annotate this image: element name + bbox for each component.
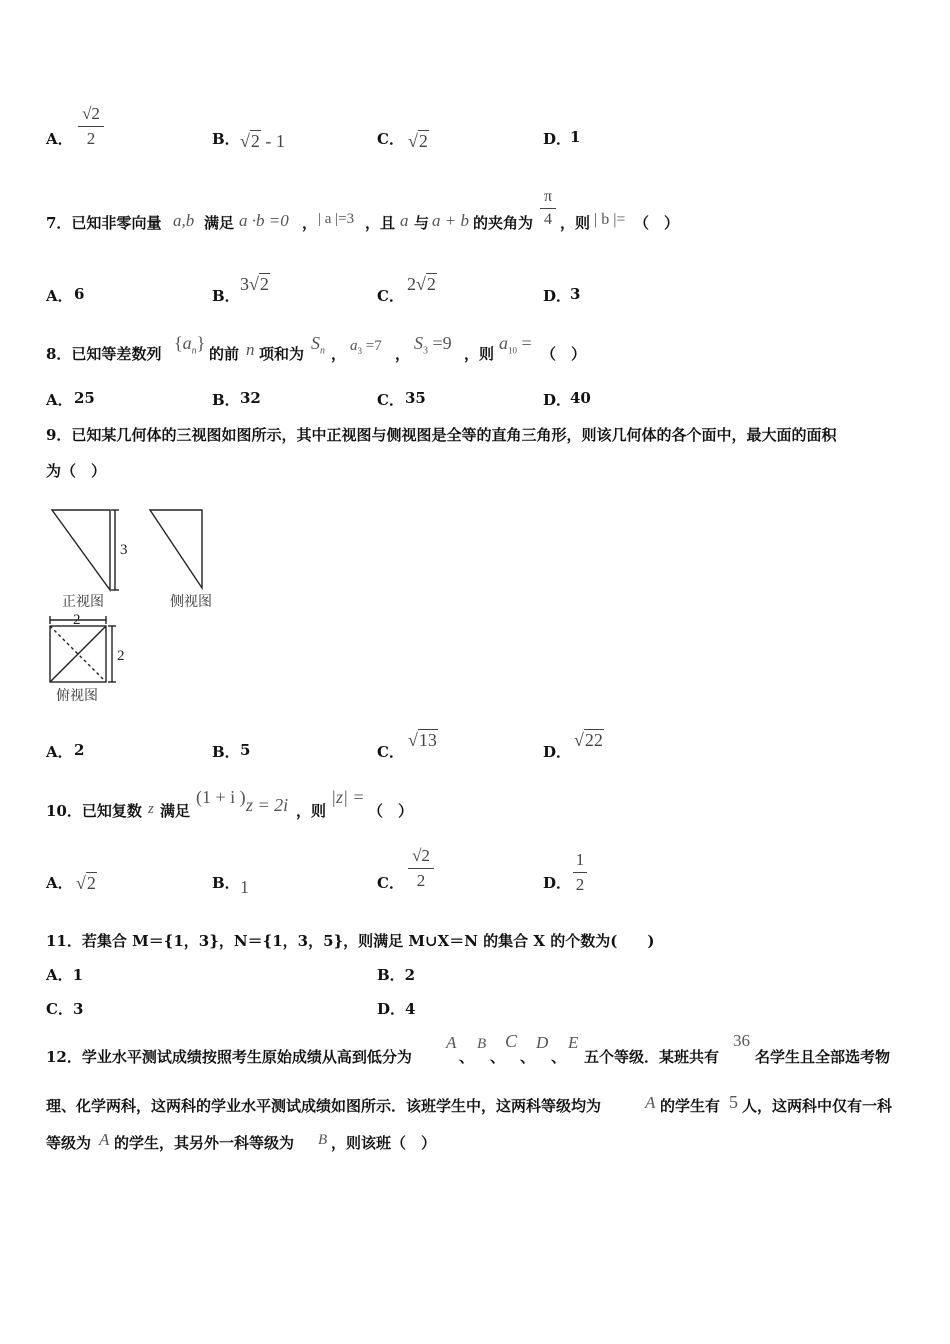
q9-option-b-value: 5: [240, 741, 251, 759]
q11-option-c: C．3: [46, 1000, 84, 1018]
q10-option-c-fraction: [408, 846, 434, 891]
q8-a10-sub: 10: [508, 345, 517, 356]
q12-line-2a: 理、化学两科，这两科的学业水平测试成绩如图所示．该班学生中，这两科等级均为: [46, 1097, 602, 1115]
q8-a10-var: a: [499, 333, 508, 353]
q6-option-d-value: 1: [570, 128, 581, 146]
q8-text-3: ，则: [464, 345, 495, 363]
q12-dun-1: 、: [459, 1048, 475, 1066]
q8-sum-var: S: [311, 333, 320, 353]
q7-text-2: ，且: [365, 214, 396, 232]
q6-option-b-label: B．: [212, 130, 240, 148]
q12-grade-a: A: [446, 1033, 457, 1052]
q7-text-4: 的夹角为: [473, 214, 534, 232]
q8-n: n: [246, 340, 255, 359]
q10-option-d-label: D．: [543, 874, 572, 892]
q6-option-d-label: D．: [543, 130, 572, 148]
q7-option-b-value: 3√2: [240, 274, 269, 294]
q9-option-d-radicand: 22: [584, 730, 603, 750]
q10-option-b-value: 1: [240, 877, 249, 897]
q8-sum: [311, 333, 325, 357]
q10-option-c-numerator: √2: [412, 846, 430, 865]
q9-line-1: 9．已知某几何体的三视图如图所示，其中正视图与侧视图是全等的直角三角形，则该几何体的各个面中，最大面的面积: [46, 426, 837, 444]
q12-line-3a: 等级为: [46, 1134, 92, 1152]
q8-sep: ，: [331, 345, 347, 363]
q7-vector-a: a: [400, 211, 409, 230]
q8-option-d-value: 40: [570, 389, 591, 407]
fraction-bar: [573, 872, 587, 873]
q9-option-a-label: A．: [46, 743, 73, 761]
q9-option-c-value: √13: [408, 730, 437, 750]
q10-factor: (1 + i ): [196, 787, 246, 807]
q10-lead: 10．已知复数: [46, 802, 142, 820]
q6-option-a-numerator: √2: [82, 104, 100, 123]
q8-lead: 8．已知等差数列: [46, 345, 162, 363]
q6-option-c-radicand: 2: [418, 131, 428, 151]
q10-option-b-label: B．: [212, 874, 240, 892]
q7-abs-b: | b |=: [594, 211, 626, 228]
q7-option-d-label: D．: [543, 287, 572, 305]
q7-option-d-value: 3: [570, 285, 581, 303]
q7-option-b-coef: 3: [240, 274, 249, 294]
q8-seq-var: a: [182, 333, 192, 353]
side-view: [150, 510, 202, 588]
q8-equals: =: [517, 333, 532, 353]
three-view-figure: [40, 500, 240, 710]
q9-option-c-radicand: 13: [418, 730, 437, 750]
q12-grade-a-ref-2: A: [99, 1130, 110, 1149]
q8-option-a-label: A．: [46, 391, 73, 409]
top-view-depth-label: 2: [117, 648, 125, 664]
q8-s3-value: =9: [428, 333, 452, 353]
q7-condition-norm: | a |=3: [318, 211, 355, 227]
q10-text-2: ，则: [296, 802, 327, 820]
q9-option-b-label: B．: [212, 743, 240, 761]
q8-sep-2: ，: [395, 345, 411, 363]
q9-line-2: 为（ ）: [46, 462, 107, 480]
q10-option-d-numerator: 1: [575, 850, 585, 869]
q8-a3-sub: 3: [357, 346, 362, 356]
q10-option-d-denominator: 2: [575, 875, 585, 894]
q7-text-5: ，则: [560, 214, 591, 232]
q12-dun-4: 、: [551, 1048, 567, 1066]
q12-student-count: 36: [733, 1031, 750, 1050]
front-view-caption: 正视图: [62, 594, 104, 610]
q11-stem: 11．若集合 M＝{1，3}，N＝{1，3，5}，则满足 M∪X＝N 的集合 X 的个数为( ): [46, 932, 655, 950]
q10-rhs: z = 2i: [246, 795, 289, 815]
fraction-bar: [408, 868, 434, 869]
q7-lead: 7．已知非零向量: [46, 214, 162, 232]
q8-option-c-value: 35: [405, 389, 426, 407]
q9-option-d-label: D．: [543, 743, 572, 761]
q10-option-d-fraction: [573, 850, 587, 895]
q8-s3: [414, 333, 452, 357]
q6-option-a-label: A．: [46, 130, 73, 148]
q7-option-b-label: B．: [212, 287, 240, 305]
q8-seq-sub: n: [191, 345, 197, 357]
q10-option-a-value: √2: [76, 873, 96, 893]
q12-line-2c: 人，这两科中仅有一科: [742, 1097, 893, 1115]
q10-answer-paren: （ ）: [368, 802, 414, 820]
q7-option-a-label: A．: [46, 287, 73, 305]
q12-grade-c: C: [505, 1031, 518, 1051]
front-view-height-label: 3: [120, 542, 128, 558]
side-view-triangle: [150, 510, 202, 588]
q6-option-b-tail: - 1: [260, 131, 285, 151]
q7-condition-dot: a ·b =0: [239, 211, 289, 230]
q7-option-c-value: 2√2: [407, 274, 436, 294]
q12-line-3c: ，则该班（ ）: [331, 1134, 437, 1152]
three-view-drawing: [40, 500, 240, 710]
q8-s3-sub: 3: [423, 345, 428, 357]
q9-option-c-label: C．: [377, 743, 404, 761]
q10-option-a-label: A．: [46, 874, 73, 892]
q7-vectors: a,b: [173, 211, 195, 230]
q7-answer-paren: （ ）: [634, 214, 680, 232]
q8-a3-value: =7: [362, 338, 382, 354]
q10-option-a-radicand: 2: [86, 873, 96, 893]
fraction-bar: [78, 126, 104, 127]
q12-line-3b: 的学生，其另外一科等级为: [114, 1134, 295, 1152]
q7-option-c-coef: 2: [407, 274, 416, 294]
q12-text-2: 名学生且全部选考物: [755, 1048, 891, 1066]
q12-grade-b: B: [477, 1036, 487, 1052]
q6-option-a-denominator: 2: [86, 129, 96, 148]
q6-option-a-fraction: [78, 104, 104, 149]
q12-dun-2: 、: [490, 1048, 506, 1066]
q8-sequence: $\{a_n\}$: [174, 333, 206, 357]
q8-answer-paren: （ ）: [541, 345, 587, 363]
front-view-triangle: [52, 510, 110, 590]
q8-option-a-value: 25: [74, 389, 95, 407]
q9-option-a-value: 2: [74, 741, 85, 759]
q6-option-c-label: C．: [377, 130, 404, 148]
side-view-caption: 侧视图: [170, 594, 212, 610]
q7-angle-fraction: [540, 188, 556, 229]
q8-text-1: 的前: [209, 345, 240, 363]
q6-option-b-value: √2 - 1: [240, 131, 285, 151]
q8-option-d-label: D．: [543, 391, 572, 409]
top-view-caption: 俯视图: [56, 688, 98, 704]
q8-option-c-label: C．: [377, 391, 404, 409]
q8-a3-var: a: [350, 338, 358, 354]
q11-option-b: B．2: [377, 966, 416, 984]
q12-dun-3: 、: [520, 1048, 536, 1066]
top-view-width-label: 2: [73, 612, 81, 628]
q10-z: z: [148, 801, 154, 817]
q8-a10: [499, 333, 532, 356]
q11-option-d: D．4: [377, 1000, 416, 1018]
q12-line-2b: 的学生有: [660, 1097, 721, 1115]
q12-text-1: 五个等级．某班共有: [584, 1048, 720, 1066]
q12-grade-b-ref: B: [318, 1132, 328, 1148]
q9-option-d-value: √22: [574, 730, 603, 750]
q10-abs-z: |z| =: [331, 787, 365, 807]
q7-option-a-value: 6: [74, 285, 85, 303]
q12-grade-d: D: [536, 1033, 549, 1052]
q7-vector-sum: a + b: [432, 211, 469, 230]
q12-grade-e: E: [568, 1033, 579, 1052]
q6-option-c-value: √2: [408, 131, 428, 151]
q12-grade-a-ref: A: [645, 1093, 656, 1112]
q7-option-b-radicand: 2: [259, 274, 269, 294]
fraction-bar: [540, 208, 556, 209]
q10-option-c-denominator: 2: [416, 871, 426, 890]
q8-text-2: 项和为: [259, 345, 305, 363]
q8-option-b-label: B．: [212, 391, 240, 409]
q8-a3: [350, 338, 382, 356]
q6-option-b-radicand: 2: [250, 131, 260, 151]
q12-lead: 12．学业水平测试成绩按照考生原始成绩从高到低分为: [46, 1048, 412, 1066]
front-view: [52, 510, 119, 590]
q7-text-3: 与: [414, 214, 430, 232]
q7-angle-denominator: 4: [544, 211, 552, 228]
q11-option-a: A．1: [46, 966, 84, 984]
q8-option-b-value: 32: [240, 389, 261, 407]
q7-text-1: 满足: [204, 214, 235, 232]
q8-s3-var: S: [414, 333, 423, 353]
q7-option-c-radicand: 2: [426, 274, 436, 294]
q8-sum-sub: n: [320, 345, 325, 357]
q10-option-c-label: C．: [377, 874, 404, 892]
q12-five: 5: [729, 1092, 738, 1112]
top-view: [50, 616, 116, 682]
q7-angle-numerator: π: [543, 188, 553, 205]
q7-sep: ，: [302, 214, 318, 232]
q10-text-1: 满足: [160, 802, 191, 820]
q7-option-c-label: C．: [377, 287, 404, 305]
